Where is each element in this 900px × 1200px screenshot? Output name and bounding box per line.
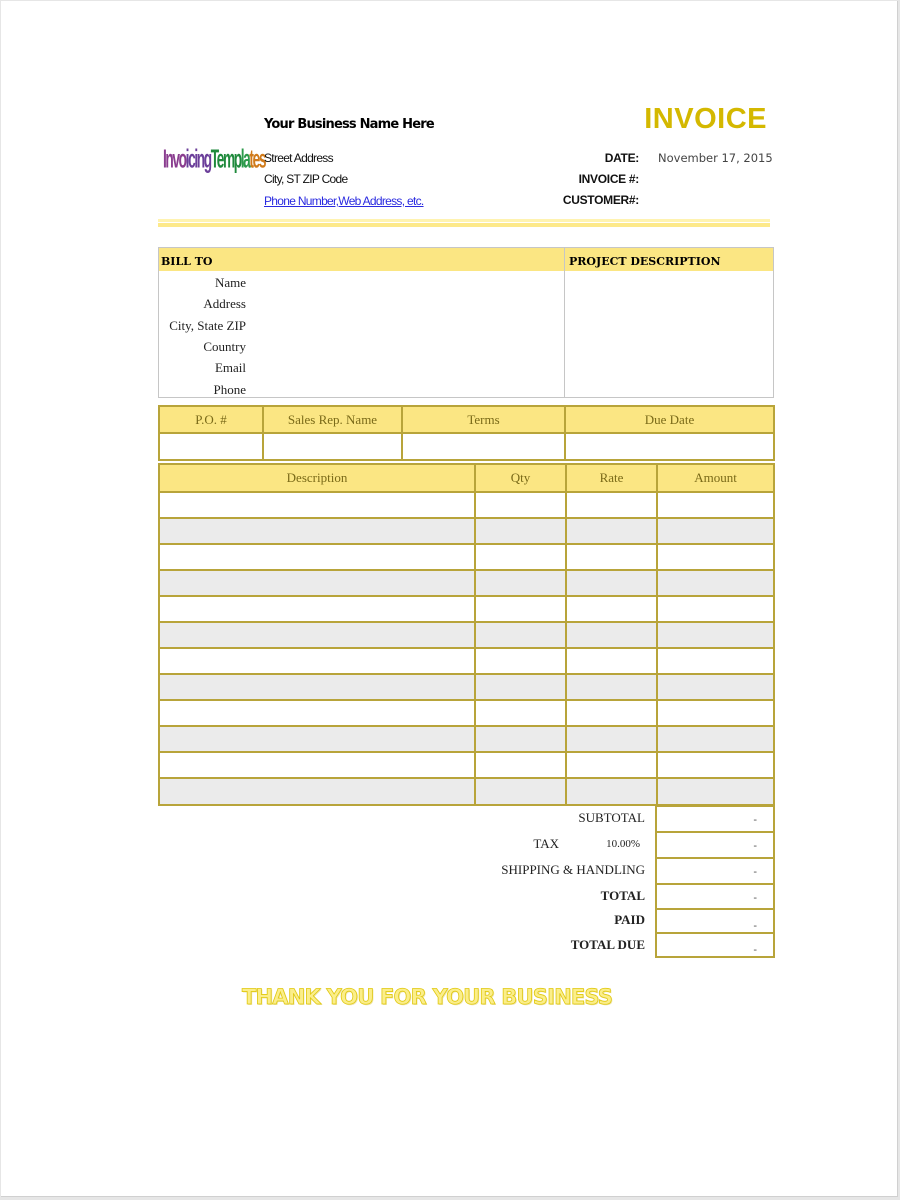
rate-header: Rate	[566, 464, 657, 492]
item-rate[interactable]	[566, 544, 657, 570]
item-description[interactable]	[159, 570, 475, 596]
line-item-row	[159, 596, 774, 622]
item-rate[interactable]	[566, 778, 657, 805]
company-logo: InvoicingTemplates	[163, 146, 266, 175]
order-info-table	[158, 405, 775, 461]
street-address: Street Address	[264, 151, 333, 165]
bill-to-email-field[interactable]	[257, 359, 557, 377]
total-label: TOTAL	[600, 888, 645, 903]
item-qty[interactable]	[475, 544, 566, 570]
line-item-row	[159, 674, 774, 700]
bill-to-address-label: Address	[203, 296, 246, 311]
total-box	[655, 883, 775, 910]
line-item-row	[159, 570, 774, 596]
bill-to-address-field[interactable]	[257, 295, 557, 313]
item-amount	[657, 648, 774, 674]
item-description[interactable]	[159, 518, 475, 544]
city-state-zip: City, ST ZIP Code	[264, 172, 348, 186]
item-amount	[657, 674, 774, 700]
item-rate[interactable]	[566, 570, 657, 596]
sales-rep-header: Sales Rep. Name	[263, 406, 402, 433]
project-description-title: PROJECT DESCRIPTION	[569, 255, 721, 268]
bill-to-city-field[interactable]	[257, 317, 557, 335]
tax-value: -	[753, 840, 757, 852]
header-divider	[158, 223, 770, 227]
subtotal-box	[655, 805, 775, 833]
total-due-box	[655, 932, 775, 958]
total-value: -	[753, 892, 757, 904]
po-number-header: P.O. #	[159, 406, 263, 433]
item-qty[interactable]	[475, 752, 566, 778]
item-qty[interactable]	[475, 492, 566, 518]
line-item-row	[159, 492, 774, 518]
line-item-row	[159, 778, 774, 805]
invoice-page	[1, 1, 898, 1197]
item-qty[interactable]	[475, 674, 566, 700]
bill-to-name-field[interactable]	[257, 274, 557, 292]
date-label: DATE:	[604, 151, 639, 165]
item-qty[interactable]	[475, 648, 566, 674]
item-rate[interactable]	[566, 518, 657, 544]
date-value[interactable]: November 17, 2015	[658, 151, 773, 165]
line-item-row	[159, 726, 774, 752]
item-rate[interactable]	[566, 726, 657, 752]
item-rate[interactable]	[566, 752, 657, 778]
item-rate[interactable]	[566, 648, 657, 674]
shipping-box[interactable]	[655, 857, 775, 885]
bill-to-country-label: Country	[203, 339, 246, 354]
line-item-row	[159, 518, 774, 544]
invoice-number-label: INVOICE #:	[578, 172, 639, 186]
item-amount	[657, 752, 774, 778]
item-qty[interactable]	[475, 622, 566, 648]
paid-value[interactable]: -	[753, 920, 757, 932]
terms-header: Terms	[402, 406, 565, 433]
line-item-row	[159, 752, 774, 778]
due-date-field[interactable]	[565, 433, 774, 460]
item-amount	[657, 544, 774, 570]
terms-field[interactable]	[402, 433, 565, 460]
bill-to-divider	[564, 248, 565, 397]
item-amount	[657, 778, 774, 805]
shipping-value[interactable]: -	[753, 866, 757, 878]
thank-you-message: THANK YOU FOR YOUR BUSINESS	[242, 985, 613, 1009]
tax-rate[interactable]: 10.00%	[606, 838, 640, 850]
item-description[interactable]	[159, 492, 475, 518]
qty-header: Qty	[475, 464, 566, 492]
item-rate[interactable]	[566, 622, 657, 648]
item-description[interactable]	[159, 726, 475, 752]
item-rate[interactable]	[566, 674, 657, 700]
item-qty[interactable]	[475, 518, 566, 544]
paid-box[interactable]	[655, 908, 775, 934]
subtotal-value: -	[753, 814, 757, 826]
customer-number-label: CUSTOMER#:	[562, 193, 639, 207]
item-amount	[657, 492, 774, 518]
item-description[interactable]	[159, 752, 475, 778]
amount-header: Amount	[657, 464, 774, 492]
header-divider-light	[158, 219, 770, 222]
item-rate[interactable]	[566, 700, 657, 726]
item-amount	[657, 518, 774, 544]
bill-to-city-label: City, State ZIP	[169, 318, 246, 333]
item-amount	[657, 570, 774, 596]
item-description[interactable]	[159, 674, 475, 700]
bill-to-name-label: Name	[214, 275, 246, 290]
bill-to-country-field[interactable]	[257, 338, 557, 356]
total-due-value: -	[753, 944, 757, 956]
line-items-table	[158, 463, 775, 806]
item-description[interactable]	[159, 700, 475, 726]
sales-rep-field[interactable]	[263, 433, 402, 460]
item-description[interactable]	[159, 648, 475, 674]
tax-box	[655, 831, 775, 859]
item-qty[interactable]	[475, 700, 566, 726]
item-description[interactable]	[159, 778, 475, 805]
due-date-header: Due Date	[565, 406, 774, 433]
bill-to-email-label: Email	[214, 360, 246, 375]
description-header: Description	[159, 464, 475, 492]
shipping-label: SHIPPING & HANDLING	[501, 862, 645, 877]
item-amount	[657, 726, 774, 752]
item-description[interactable]	[159, 596, 475, 622]
contact-link[interactable]: Phone Number,Web Address, etc.	[264, 194, 424, 208]
item-amount	[657, 700, 774, 726]
item-rate[interactable]	[566, 596, 657, 622]
item-description[interactable]	[159, 544, 475, 570]
tax-label: TAX	[533, 836, 559, 851]
item-description[interactable]	[159, 622, 475, 648]
item-amount	[657, 622, 774, 648]
item-amount	[657, 596, 774, 622]
invoice-title: INVOICE	[644, 103, 767, 135]
paid-label: PAID	[614, 912, 645, 927]
item-qty[interactable]	[475, 778, 566, 805]
bill-to-phone-label: Phone	[213, 382, 246, 397]
item-qty[interactable]	[475, 726, 566, 752]
line-item-row	[159, 700, 774, 726]
project-description-field[interactable]	[567, 272, 771, 396]
total-due-label: TOTAL DUE	[570, 937, 645, 952]
line-item-row	[159, 622, 774, 648]
business-name: Your Business Name Here	[264, 117, 434, 132]
po-number-field[interactable]	[159, 433, 263, 460]
line-item-row	[159, 544, 774, 570]
bill-to-phone-field[interactable]	[257, 381, 557, 397]
subtotal-label: SUBTOTAL	[578, 810, 645, 825]
item-rate[interactable]	[566, 492, 657, 518]
item-qty[interactable]	[475, 596, 566, 622]
line-item-row	[159, 648, 774, 674]
bill-to-title: BILL TO	[161, 255, 213, 268]
item-qty[interactable]	[475, 570, 566, 596]
